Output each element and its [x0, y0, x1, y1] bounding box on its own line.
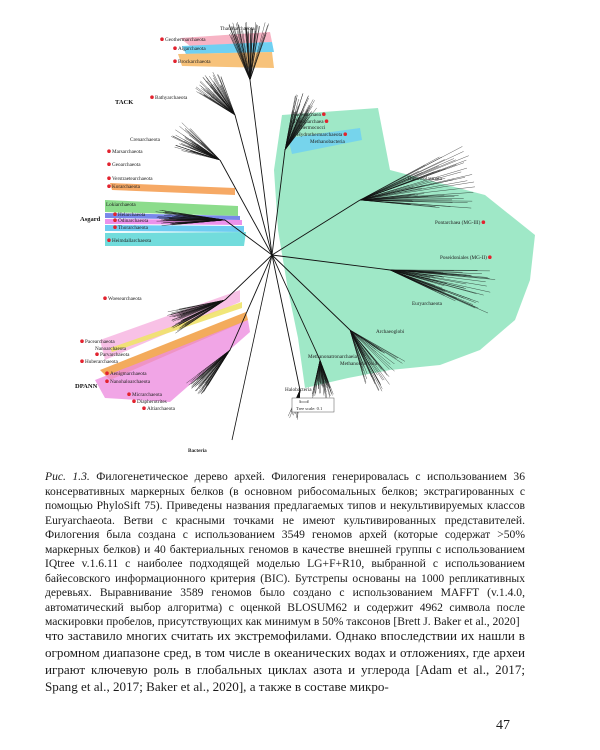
clade-label: Archaeoglobi: [376, 329, 405, 335]
red-dot-marker: [113, 212, 117, 216]
red-dot-marker: [103, 296, 107, 300]
clade-label: Hadesarchaea: [292, 112, 321, 118]
red-dot-marker: [142, 406, 146, 410]
clade-label: Brockarchaeota: [178, 59, 211, 65]
clade-label: Heimdallarchaeota: [112, 238, 152, 244]
clade-label: Odinarchaeota: [118, 218, 149, 224]
red-dot-marker: [107, 162, 111, 166]
red-dot-marker: [482, 220, 486, 224]
caption-text: Филогенетическое дерево архей. Филогения генерировалась с использованием 36 консервативных маркерных белков (в основном рибосомальных белков; экстрагированных с помощью PhyloSift 75). Приведены названия предлагаемых типов и некультивируемых классов Euryarchaeota. Ветви с красными точками не имеют культивированных представителей. Филогения была создана с использованием 3549 геномов архей (которые содержат >50% маркерных белков) и 40 бактериальных геномов в качестве внешней группы с использованием IQtree v.1.6.11 с наиболее подходящей моделью LG+F+R10, выбранной с использованием байесовского информационного критерия (BIC). Бутстрепы основаны на 1000 репликативных деревьях. Выравнивание 3589 геномов было создано с использованием MAFFT (v.1.4.0, автоматический выбор алгоритма) с оценкой BLOSUM62 и содержит 4962 символа после маскировки пробелов, присутствующих как минимум в 50% таксонов [Brett J. Baker et al., 2020]: [45, 470, 525, 628]
clade-label: Parvarchaeota: [100, 352, 130, 358]
clade-label: Crenarchaeota: [130, 137, 160, 143]
clade-label: Pacearchaeota: [85, 339, 115, 345]
figure-caption: [45, 470, 525, 630]
clade-label: Marsarchaeota: [112, 149, 143, 155]
micrarchaeota-band: [95, 320, 250, 402]
tree-branch: [250, 80, 272, 255]
tree-branch: [232, 255, 272, 440]
clade-label: Hydrothermarchaeota: [297, 132, 343, 138]
clade-label: Thaumarchaeota: [220, 26, 255, 32]
clade-label: Lokiarchaeota: [106, 202, 136, 208]
clade-label: Aigarchaeota: [178, 46, 206, 52]
tree-branch: [208, 88, 235, 115]
tree-scale: [292, 398, 334, 412]
red-dot-marker: [113, 225, 117, 229]
red-dot-marker: [132, 399, 136, 403]
clade-label: Bacteria: [188, 448, 207, 454]
clade-label: Nanohaloarchaeota: [110, 379, 151, 385]
clade-label: Euryarchaeota: [412, 301, 442, 307]
phylogenetic-tree-figure: [60, 20, 560, 460]
red-dot-marker: [107, 238, 111, 242]
group-label-asgard: Asgard: [80, 216, 101, 223]
tree-branch: [205, 75, 235, 115]
tree-scale-label: Tree scale: 0.1: [296, 406, 323, 411]
red-dot-marker: [150, 95, 154, 99]
clade-label: Micrarchaeota: [132, 392, 162, 398]
tree-branch: [203, 77, 235, 115]
clade-label: Huberarchaeota: [85, 359, 118, 365]
red-dot-marker: [343, 132, 347, 136]
clade-label: Methanonatronarchaeia: [308, 354, 357, 360]
red-dot-marker: [107, 176, 111, 180]
clade-label: Thorarchaeota: [118, 225, 148, 231]
red-dot-marker: [173, 59, 177, 63]
clade-label: Nanoarchaeota: [95, 346, 127, 352]
red-dot-marker: [127, 392, 131, 396]
clade-label: Geoarchaeota: [112, 162, 141, 168]
body-paragraph: что заставило многих считать их экстремофилами. Однако впоследствии их нашли в огромном диапазоне сред, в том числе в океанических водах и отложениях, где археи играют ключевую роль в глобальных циклах азота и углерода [Adam et al., 2017; Spang et al., 2017; Baker et al., 2020], а также в составе микро-: [45, 628, 525, 694]
clade-label: Woesearchaeota: [108, 296, 142, 302]
clade-label: Methanobacteria: [310, 139, 345, 145]
clade-label: Bathyarchaeota: [155, 95, 188, 101]
red-dot-marker: [113, 218, 117, 222]
red-dot-marker: [95, 352, 99, 356]
clade-label: Geothermarchaeota: [165, 37, 206, 43]
red-dot-marker: [107, 184, 111, 188]
red-dot-marker: [173, 46, 177, 50]
clade-label: Thermococci: [298, 125, 326, 131]
clade-label: Pontarchaea (MG-III): [435, 220, 481, 226]
clade-label: Aenigmarchaeota: [110, 371, 147, 377]
page-number: 47: [496, 718, 510, 733]
clade-label: Korarchaeota: [112, 184, 140, 190]
red-dot-marker: [80, 359, 84, 363]
clade-label: Verstraetearchaeota: [112, 176, 153, 182]
red-dot-marker: [105, 371, 109, 375]
red-dot-marker: [105, 379, 109, 383]
clade-label: Diapherotrites: [137, 399, 167, 405]
clade-label: Poseidoniales (MG-II): [440, 255, 487, 261]
red-dot-marker: [322, 112, 326, 116]
red-dot-marker: [488, 255, 492, 259]
clade-label: Helarchaeota: [118, 212, 146, 218]
clade-label: Thermoplasmata: [407, 176, 442, 182]
group-label-dpann: DPANN: [75, 383, 98, 390]
group-label-tack: TACK: [115, 99, 134, 106]
red-dot-marker: [80, 339, 84, 343]
clade-label: Methanomicrobia: [340, 361, 377, 367]
red-dot-marker: [160, 37, 164, 41]
clade-label: Altiarchaeota: [147, 406, 175, 412]
clade-label: Halobacteria: [285, 387, 312, 393]
red-dot-marker: [107, 149, 111, 153]
red-dot-marker: [325, 119, 329, 123]
tree-branch: [225, 255, 272, 300]
caption-label: Рис. 1.3.: [45, 470, 90, 483]
clade-label: Theionarchaea: [293, 119, 324, 125]
